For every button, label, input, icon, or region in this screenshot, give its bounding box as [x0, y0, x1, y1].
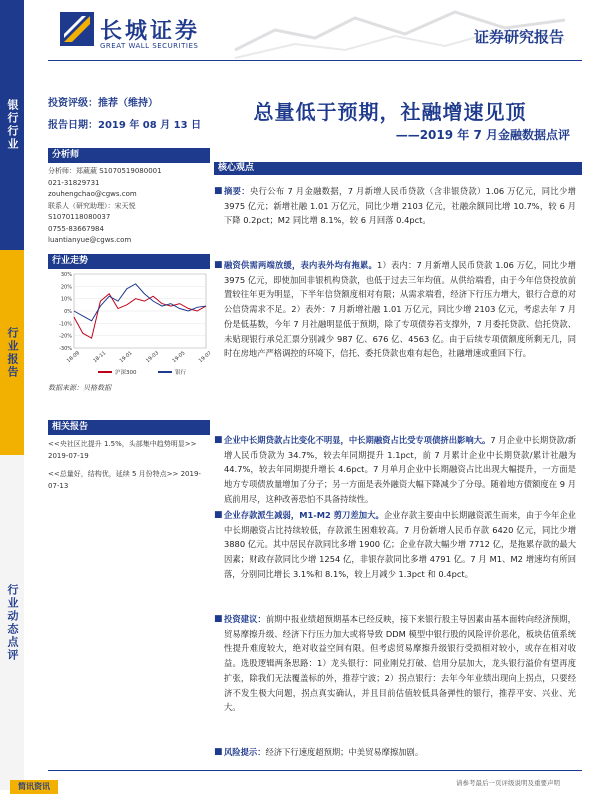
bullet-icon: ■	[214, 510, 223, 520]
x-tick-label: 19-03	[145, 350, 161, 365]
x-tick-label: 18-11	[92, 350, 108, 365]
trend-heading: 行业走势	[48, 254, 210, 269]
report-date: 报告日期：2019 年 08 月 13 日	[48, 120, 202, 131]
bullet-icon: ■	[214, 260, 223, 270]
analyst-line: luantianyue@cgws.com	[48, 236, 132, 244]
footer-disclaimer: 请参考最后一页评级说明及重要声明	[456, 779, 560, 787]
core-para-financing	[214, 258, 576, 361]
related-list	[48, 435, 210, 492]
x-tick-label: 19-07	[197, 350, 213, 365]
page-subtitle: ——2019 年 7 月金融数据点评	[395, 128, 570, 142]
trend-heading-wrap	[48, 254, 210, 269]
para-text: 前期中报业绩超预期基本已经反映，接下来银行股主导因素由基本面转向经济预期，贸易摩擦升级、经济下行压力加大或将导致 DDM 模型中银行股的风险评价恶化，板块估值系统性提升难度较大，绝对收益空间有限。但考虑贸易摩擦升级银行受损相对较小，或存在相对收益。选股逻辑两条思路：1）龙头银行：同业刚兑打破、信用分层加大，龙头银行溢价有望再度扩张，除我们无法覆盖标的外，推荐宁波；2）拐点银行：去年今年业绩出现向上拐点，只要经济不发生极大问题，拐点真实确认，并且目前估值较低具备弹性的银行，推荐平安、兴业、光大。	[224, 614, 576, 713]
core-para-advice	[214, 612, 576, 715]
related-item[interactable]: <<总量好，结构优，延续 5 月份特点>> 2019-07-13	[48, 470, 201, 490]
para-lead: 摘要：	[224, 186, 250, 196]
report-type-label: 证券研究报告	[473, 28, 564, 46]
core-heading: 核心观点	[214, 162, 582, 175]
para-lead: 风险提示：	[224, 747, 266, 757]
logo-mark-icon	[60, 12, 94, 46]
series-line-bank	[74, 284, 206, 321]
para-lead: 企业存款派生减弱，M1-M2 剪刀差加大。	[224, 510, 384, 520]
header-divider	[48, 60, 582, 61]
y-tick-label: 10%	[60, 296, 72, 303]
analyst-block	[48, 148, 210, 247]
para-lead: 企业中长期贷款占比变化不明显，中长期融资占比受专项债挤出影响大。	[224, 435, 491, 445]
series-line-hs300	[74, 294, 206, 338]
y-tick-label: -10%	[59, 321, 72, 328]
sidebar-category: 行业动态点评	[0, 455, 24, 790]
related-heading: 相关报告	[48, 420, 210, 435]
legend-label: 沪深300	[115, 370, 137, 376]
x-tick-label: 18-09	[65, 350, 81, 365]
para-text: 7 月企业中长期贷款/新增人民币贷款为 34.7%，较去年同期提升 1.1pct，前 7 月累计企业中长期贷款/累计社融为 44.7%，较去年同期提升增长 4.6pct。7 月单月企业中长期融资占比出现大幅提升，一方面是地方专项债放量增加了分子；另一方面是表外融资大幅下降减少了分母。随着地方债额度在 9 月底前用尽，这种改善恐怕不具备持续性。	[224, 435, 576, 504]
footer-tag: 简讯资讯	[10, 780, 58, 794]
para-text: 经济下行速度超预期；中美贸易摩擦加剧。	[265, 747, 424, 757]
core-para-loans	[214, 433, 576, 507]
logo-text-cn: 长城证券	[100, 19, 201, 44]
chart-source: 数据来源：贝格数据	[48, 384, 111, 392]
core-para-risk	[214, 745, 576, 760]
analyst-line: zouhengchao@cgws.com	[48, 190, 137, 198]
related-block	[48, 420, 210, 492]
core-para-deposits	[214, 508, 576, 582]
analyst-lines	[48, 163, 210, 247]
analyst-line: S1070118080037	[48, 213, 111, 221]
y-tick-label: 0%	[64, 309, 72, 315]
y-tick-label: -20%	[59, 333, 72, 340]
footer-divider	[48, 770, 582, 771]
analyst-line: 分析师：郑葳葳 S1070519080001	[48, 167, 162, 175]
legend-label: 银行	[175, 370, 187, 376]
core-para-summary	[214, 184, 576, 228]
para-lead: 投资建议：	[224, 614, 266, 624]
bullet-icon: ■	[214, 435, 223, 445]
analyst-line: 0755-83667984	[48, 224, 104, 233]
x-tick-label: 19-01	[118, 350, 134, 365]
y-tick-label: 20%	[60, 284, 72, 291]
company-logo	[60, 12, 230, 56]
industry-trend-chart	[48, 268, 213, 378]
para-text: 企业存款主要由中长期融资派生而来，由于今年企业中长期融资占比持续较低，存款派生困难较高。7 月份新增人民币存款 6420 亿元，同比少增 3880 亿元。其中居民存款同比多增 1900 亿；企业存款大幅少增 7712 亿，是拖累存款的最大因素；财政存款同比少增 1254 亿，非银存款同比多增 4791 亿。7 月 M1、M2 增速均有所回落，分别同比增长 3.1%和 8.1%，较上月减少 1.3pct 和 0.4pct。	[224, 510, 576, 579]
y-tick-label: 30%	[60, 272, 72, 278]
bullet-icon: ■	[214, 747, 223, 757]
related-item[interactable]: <<央社区比提升 1.5%，头部集中趋势明显>> 2019-07-19	[48, 440, 197, 460]
y-tick-label: -30%	[59, 346, 72, 352]
analyst-heading: 分析师	[48, 148, 210, 163]
analyst-line: 021-31829731	[48, 178, 100, 187]
sidebar-industry: 银行行业	[0, 0, 24, 250]
para-text: 央行公布 7 月金融数据，7 月新增人民币贷款（含非银贷款）1.06 万亿元，同比少增 3975 亿元；新增社融 1.01 万亿元，同比少增 2103 亿元，社融余额同比增 10.7%，较 6 月下降 0.2pct；M2 同比增 8.1%，较 6 月回落 0.4pct。	[224, 186, 576, 226]
bullet-icon: ■	[214, 186, 223, 196]
investment-rating: 投资评级：推荐（维持）	[48, 98, 158, 109]
bullet-icon: ■	[214, 614, 223, 624]
sidebar-report-type: 行业报告	[0, 250, 24, 455]
page-title: 总量低于预期，社融增速见顶	[253, 100, 527, 124]
para-text: 1）表内：7 月新增人民币贷款 1.06 万亿，同比少增 3975 亿元，即使加回非银机构贷款，也低于过去三年均值。从供给端看，由于今年信贷投放前置较往年更为明显，下半年信贷额度相对有限；从需求端看，经济下行压力增大，银行合意的对公信贷需求不足。2）表外：7 月新增社融 1.01 万亿元，同比少增 2103 亿元，考虑去年 7 月份是低基数，今年 7 月社融明显低于预期，除了专项债券若支撑外，7 月委托贷款、信托贷款、未贴现银行承兑汇票分别减少 987 亿、676 亿、4563 亿。由于后续专项债额度所剩无几，同时在房地产严格调控的环境下，信托、委托贷款也难有起色，社融增速或重回下行。	[224, 260, 576, 359]
logo-text-en: GREAT WALL SECURITIES	[100, 42, 199, 50]
analyst-line: 联系人（研究助理）：宋天悦	[48, 201, 136, 210]
x-tick-label: 19-05	[171, 350, 187, 365]
para-lead: 融资供需两端放缓，表内表外均有拖累。	[224, 260, 377, 270]
